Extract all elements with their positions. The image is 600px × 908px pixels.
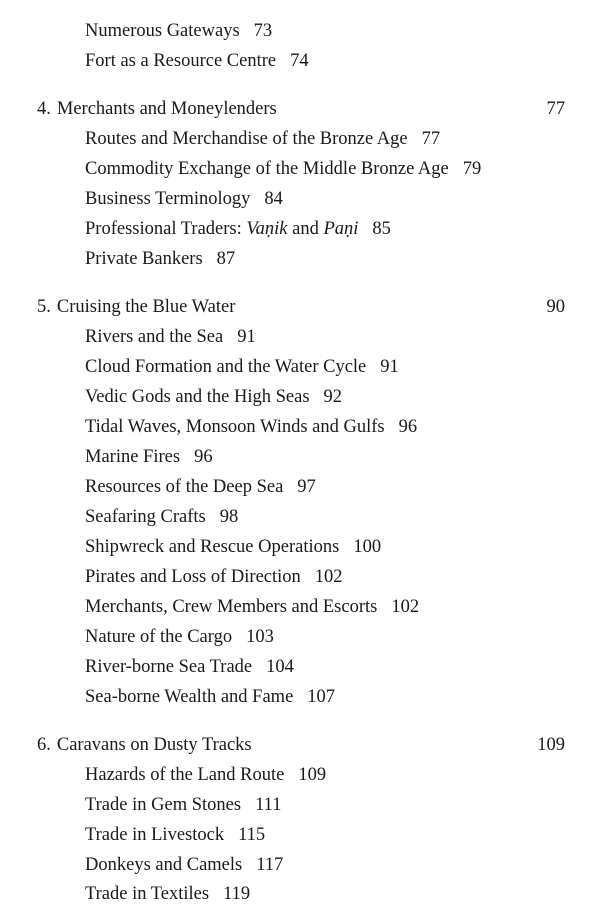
toc-entry-title: Shipwreck and Rescue Operations <box>85 537 340 557</box>
toc-entry <box>85 595 419 619</box>
toc-entry-title: Trade in Textiles <box>85 884 210 904</box>
toc-entry-page: 100 <box>353 537 382 557</box>
toc-entry-title-italic: Vaṇik <box>246 219 288 239</box>
toc-entry-title: Resources of the Deep Sea <box>85 477 284 497</box>
chapter-number: 4. <box>37 99 51 119</box>
toc-entry-title: Seafaring Crafts <box>85 507 206 527</box>
toc-entry-title-italic: Paṇi <box>323 219 359 239</box>
chapter-page: 77 <box>546 99 565 119</box>
toc-entry <box>85 247 235 271</box>
toc-entry-page: 85 <box>372 219 391 239</box>
toc-entry-title: Commodity Exchange of the Middle Bronze Age <box>85 159 449 179</box>
toc-entry-title: Merchants, Crew Members and Escorts <box>85 597 378 617</box>
toc-entry <box>85 505 238 529</box>
toc-entry-title: Sea-borne Wealth and Fame <box>85 687 294 707</box>
toc-entry-page: 74 <box>290 51 309 71</box>
toc-entry-title: Trade in Livestock <box>85 825 225 845</box>
toc-entry-title: Hazards of the Land Route <box>85 765 285 785</box>
toc-chapter-6 <box>37 733 565 757</box>
chapter-page: 90 <box>546 297 565 317</box>
toc-entry-title: Tidal Waves, Monsoon Winds and Gulfs <box>85 417 385 437</box>
toc-entry-page: 119 <box>223 884 251 904</box>
toc-entry <box>85 187 283 211</box>
toc-entry-page: 117 <box>256 855 284 875</box>
toc-entry-title: Rivers and the Sea <box>85 327 224 347</box>
chapter-number: 6. <box>37 735 51 755</box>
toc-entry <box>85 535 381 559</box>
toc-entry-title-part: Professional Traders: <box>85 219 247 239</box>
toc-entry-page: 103 <box>246 627 274 647</box>
toc-entry-title: River-borne Sea Trade <box>85 657 253 677</box>
toc-entry-page: 96 <box>398 417 418 437</box>
toc-entry <box>85 793 281 817</box>
toc-entry-title: Pirates and Loss of Direction <box>85 567 301 587</box>
chapter-number: 5. <box>37 297 51 317</box>
chapter-title: Cruising the Blue Water <box>56 297 236 317</box>
toc-entry-page: 109 <box>298 765 327 785</box>
toc-entry <box>85 217 391 241</box>
toc-entry-title: Business Terminology <box>85 189 251 209</box>
toc-entry <box>85 475 316 499</box>
toc-entry <box>85 853 283 877</box>
toc-entry-page: 79 <box>462 159 482 179</box>
toc-entry <box>85 625 274 649</box>
toc-entry-title: Numerous Gateways <box>85 21 240 41</box>
toc-entry <box>85 157 481 181</box>
toc-entry-title-part: and <box>287 219 324 239</box>
toc-entry <box>85 565 343 589</box>
toc-entry-page: 111 <box>255 795 282 815</box>
toc-entry-title: Routes and Merchandise of the Bronze Age <box>85 129 408 149</box>
toc-entry-page: 107 <box>307 687 336 707</box>
toc-entry-page: 102 <box>314 567 343 587</box>
chapter-title: Merchants and Moneylenders <box>56 99 277 119</box>
toc-entry-page: 73 <box>253 21 273 41</box>
toc-entry-page: 115 <box>238 825 266 845</box>
toc-entry <box>85 655 294 679</box>
toc-entry <box>85 882 250 906</box>
toc-entry <box>85 19 272 43</box>
toc-entry-page: 91 <box>380 357 399 377</box>
toc-entry <box>85 385 342 409</box>
toc-entry <box>85 823 265 847</box>
toc-entry-title: Nature of the Cargo <box>85 627 233 647</box>
toc-entry-title: Marine Fires <box>85 447 181 467</box>
chapter-title: Caravans on Dusty Tracks <box>56 735 252 755</box>
chapter-page: 109 <box>537 735 565 755</box>
toc-entry-title: Trade in Gem Stones <box>85 795 242 815</box>
toc-entry-page: 91 <box>237 327 256 347</box>
toc-entry-page: 84 <box>264 189 283 209</box>
toc-entry-title: Cloud Formation and the Water Cycle <box>85 357 367 377</box>
toc-entry-page: 104 <box>266 657 294 677</box>
toc-entry-page: 77 <box>421 129 441 149</box>
toc-entry <box>85 355 399 379</box>
toc-entry <box>85 49 309 73</box>
toc-entry-page: 102 <box>391 597 420 617</box>
toc-entry-page: 96 <box>194 447 213 467</box>
toc-entry-title: Donkeys and Camels <box>85 855 243 875</box>
toc-entry-page: 98 <box>219 507 239 527</box>
toc-entry <box>85 415 417 439</box>
toc-entry-page: 97 <box>297 477 316 497</box>
toc-entry <box>85 763 326 787</box>
toc-entry-title: Vedic Gods and the High Seas <box>85 387 310 407</box>
toc-entry-page: 87 <box>216 249 236 269</box>
toc-chapter-5 <box>37 295 565 319</box>
toc-entry <box>85 127 440 151</box>
toc-entry <box>85 325 256 349</box>
toc-entry-title: Fort as a Resource Centre <box>85 51 277 71</box>
toc-chapter-4 <box>37 97 565 121</box>
toc-entry-title: Private Bankers <box>85 249 203 269</box>
toc-entry-page: 92 <box>323 387 343 407</box>
toc-entry <box>85 445 213 469</box>
toc-entry <box>85 685 335 709</box>
